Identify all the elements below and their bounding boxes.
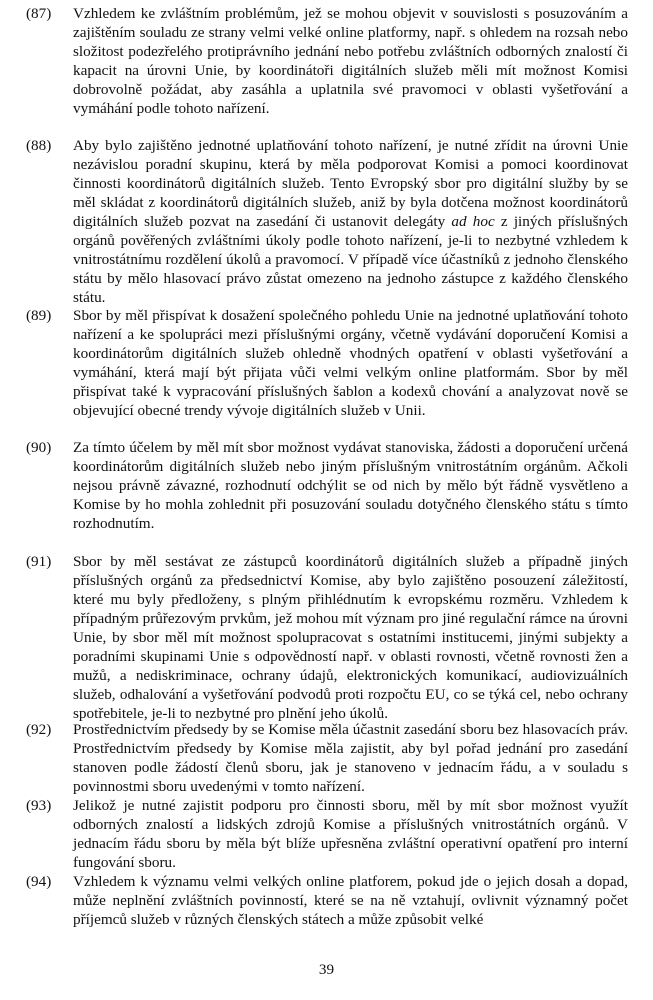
recital-number: (87) (26, 5, 52, 22)
recital-text: Vzhledem ke zvláštním problémům, jež se mohou objevit v souvislosti s posuzováním a zajištěním souladu ze strany velmi velké online platformy, např. s ohledem na rozsah nebo složitost podezřelého protiprávního jednání nebo potřebu zvláštních odborných znalostí či kapacit na úrovni Unie, by koordinátoři digitálních služeb měli mít možnost Komisi dobrovolně požádat, aby zasáhla a uplatnila své pravomoci v oblasti vyšetřování a vymáhání podle tohoto nařízení. (73, 5, 628, 117)
recital-text: Sbor by měl sestávat ze zástupců koordinátorů digitálních služeb a případně jiných příslušných orgánů za předsednictví Komise, aby bylo zajištěno posouzení záležitostí, které mu byly předloženy, s plným přihlédnutím k evropskému rozměru. Vzhledem k případným průřezovým prvkům, jež mohou mít význam pro jiné regulační rámce na úrovni Unie, by sbor měl mít možnost spolupracovat s ostatními institucemi, jinými subjekty a poradními skupinami Unie s odpovědností např. v oblasti rovnosti, včetně rovnosti žen a mužů, a nediskriminace, ochrany údajů, elektronických komunikací, audiovizuálních služeb, odhalování a vyšetřování podvodů proti rozpočtu EU, co se týká cel, nebo ochrany spotřebitele, je-li to nezbytné pro plnění jeho úkolů. (73, 553, 628, 722)
recital-number: (89) (26, 307, 52, 324)
recital-text: Jelikož je nutné zajistit podporu pro činnosti sboru, měl by mít sbor možnost využít odborných znalostí a lidských zdrojů Komise a příslušných vnitrostátních orgánů. V jednacím řádu sboru by měla být blíže upřesněna zvláštní operativní opatření pro interní fungování sboru. (73, 797, 628, 871)
recital-number: (93) (26, 797, 52, 814)
recital-number: (92) (26, 721, 52, 738)
recital-text: Vzhledem k významu velmi velkých online platforem, pokud jde o jejich dosah a dopad, může neplnění zvláštních povinností, které se na ně vztahují, ovlivnit významný počet příjemců služeb v různých členských státech a může způsobit velké (73, 873, 628, 928)
recital-number: (90) (26, 439, 52, 456)
recital-text-part: z jiných příslušných orgánů pověřených zvláštními úkoly podle tohoto nařízení, je-li to nezbytné vzhledem k vnitrostátnímu rozdělení úkolů a pravomocí. V případě více účastníků z jednoho členského státu by mělo hlasovací právo zůstat omezeno na jednoho zástupce z každého členského státu. (73, 213, 628, 306)
recital-text: Za tímto účelem by měl mít sbor možnost vydávat stanoviska, žádosti a doporučení určená koordinátorům digitálních služeb nebo jiným příslušným vnitrostátním orgánům. Ačkoli nejsou právně závazné, rozhodnutí odchýlit se od nich by mělo být řádně vysvětleno a Komise by ho mohla zohlednit při posuzování souladu dotyčného členského státu s tímto rozhodnutím. (73, 439, 628, 532)
recital-text: Sbor by měl přispívat k dosažení společného pohledu Unie na jednotné uplatňování tohoto nařízení a ke spolupráci mezi příslušnými orgány, včetně vydávání doporučení Komisi a koordinátorům digitálních služeb ohledně vhodných opatření v oblasti vyšetřování a vymáhání, která mají být přijata vůči velmi velkým online platformám. Sbor by měl přispívat také k vypracování příslušných šablon a kodexů chování a analyzovat nově se objevující obecné trendy vývoje digitálních služeb v Unii. (73, 307, 628, 419)
latin-phrase: ad hoc (451, 213, 495, 230)
page-number: 39 (318, 961, 335, 978)
recital-number: (91) (26, 553, 52, 570)
recital-text: Prostřednictvím předsedy by se Komise měla účastnit zasedání sboru bez hlasovacích práv. Prostřednictvím předsedy by Komise měla zajistit, aby byl pořad jednání pro zasedání stanoven podle žádostí členů sboru, jak je stanoveno v jednacím řádu, a v souladu s povinnostmi sboru uvedenými v tomto nařízení. (73, 721, 628, 795)
recital-number: (94) (26, 873, 52, 890)
recital-text (73, 136, 628, 307)
recital-number: (88) (26, 137, 52, 154)
recital-text-part: Aby bylo zajištěno jednotné uplatňování tohoto nařízení, je nutné zřídit na úrovni Unie nezávislou poradní skupinu, která by měla podporovat Komisi a pomoci koordinovat činnosti koordinátorů digitálních služeb. Tento Evropský sbor pro digitální služby by se měl skládat z koordinátorů digitálních služeb, aniž by byla dotčena možnost koordinátorů digitálních služeb pozvat na zasedání či ustanovit delegáty (73, 137, 628, 230)
